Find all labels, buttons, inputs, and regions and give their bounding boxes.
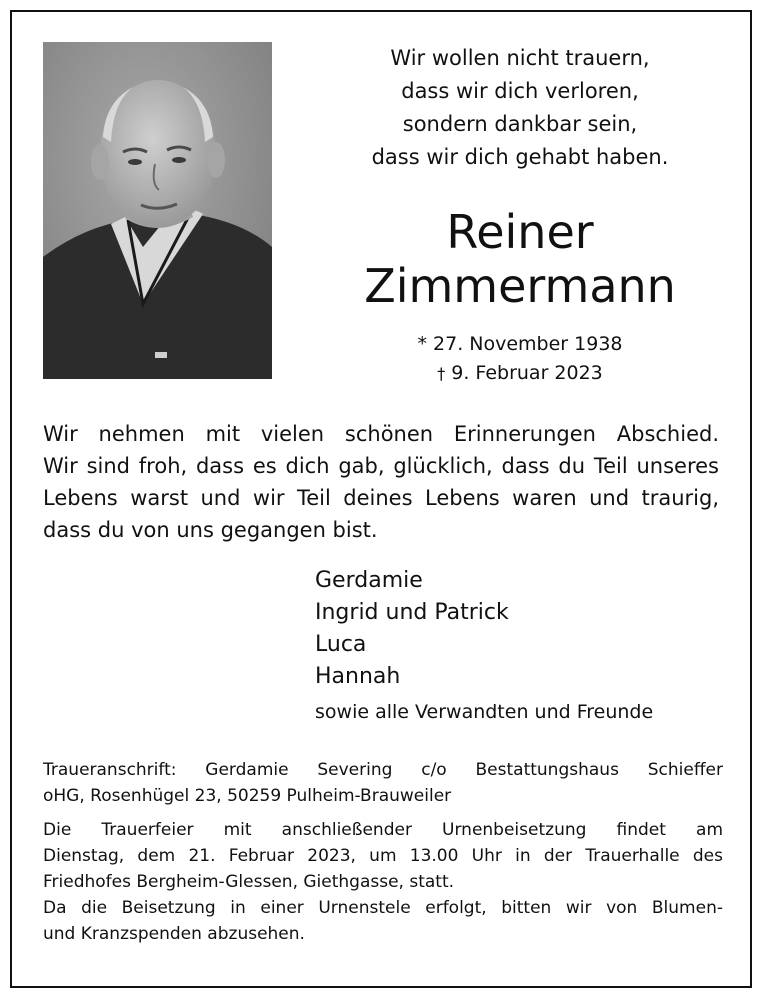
mourner-name: Gerdamie [315, 568, 423, 593]
last-name: Zimmermann [364, 259, 676, 313]
ceremony-line: Die Trauerfeier mit anschließender Urnenbeisetzung findet am [43, 820, 723, 840]
statement-line: Wir sind froh, dass es dich gab, glücklich, dass du Teil unseres [43, 454, 719, 478]
deceased-name [300, 205, 740, 313]
birth-symbol: * [417, 333, 427, 355]
birth-date-line [360, 330, 680, 359]
address-line: oHG, Rosenhügel 23, 50259 Pulheim-Brauweiler [43, 786, 452, 806]
statement-line: Wir nehmen mit vielen schönen Erinnerungen Abschied. [43, 422, 719, 446]
donation-line: Da die Beisetzung in einer Urnenstele erfolgt, bitten wir von Blumen- [43, 898, 723, 918]
poem-line: Wir wollen nicht trauern, [390, 46, 650, 70]
poem [330, 42, 710, 174]
mourner-name: Luca [315, 632, 367, 657]
mourners-list [315, 565, 735, 727]
life-dates [360, 330, 680, 388]
statement-line: Lebens warst und wir Teil deines Lebens waren und traurig, [43, 486, 719, 510]
ceremony-line: Dienstag, dem 21. Februar 2023, um 13.00 Uhr in der Trauerhalle des [43, 846, 723, 866]
poem-line: dass wir dich verloren, [401, 79, 639, 103]
first-name: Reiner [446, 205, 594, 259]
poem-line: dass wir dich gehabt haben. [371, 145, 669, 169]
farewell-statement [43, 418, 719, 546]
mourners-others: sowie alle Verwandten und Freunde [315, 701, 654, 723]
death-date-line [360, 359, 680, 388]
statement-line: dass du von uns gegangen bist. [43, 518, 378, 542]
cross-icon: † [437, 364, 446, 383]
donation-line: und Kranzspenden abzusehen. [43, 924, 305, 944]
mourner-name: Ingrid und Patrick [315, 600, 509, 625]
poem-line: sondern dankbar sein, [402, 112, 638, 136]
mourner-name: Hannah [315, 664, 401, 689]
birth-date: 27. November 1938 [433, 333, 623, 355]
death-date: 9. Februar 2023 [451, 362, 603, 384]
portrait-photo [43, 42, 272, 379]
funeral-notes [43, 757, 723, 947]
address-line: Traueranschrift: Gerdamie Severing c/o Bestattungshaus Schieffer [43, 760, 723, 780]
ceremony-line: Friedhofes Bergheim-Glessen, Giethgasse, statt. [43, 872, 455, 892]
